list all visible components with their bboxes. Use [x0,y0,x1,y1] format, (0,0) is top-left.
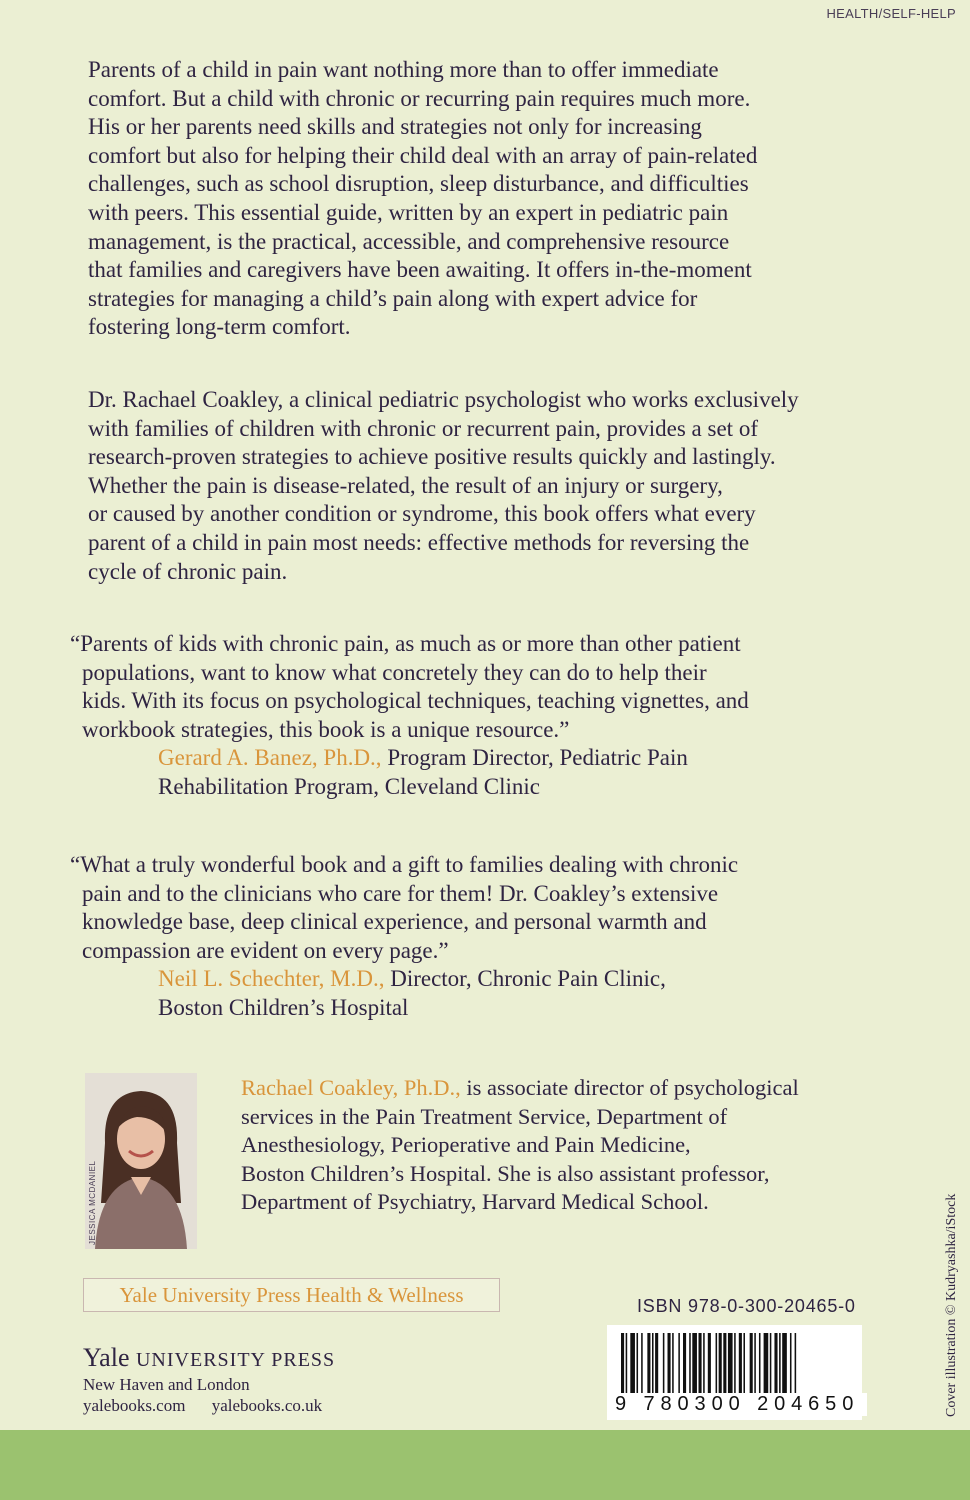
text-line: fostering long-term comfort. [88,314,351,340]
text-line: cycle of chronic pain. [88,558,288,584]
author-bio [241,1074,881,1217]
text-line: that families and caregivers have been awaiting. It offers in-the-moment [88,257,752,283]
author-portrait-illustration [85,1073,197,1249]
bio-line: services in the Pain Treatment Service, Department of [241,1103,728,1129]
barcode-bar [678,1333,680,1395]
barcode-bar [770,1333,772,1395]
barcode-bar [750,1333,753,1395]
bio-line: Department of Psychiatry, Harvard Medical School. [241,1189,709,1215]
barcode-bar [734,1333,736,1395]
endorsement-quote-1 [70,630,860,802]
bottom-color-band [0,1430,970,1500]
quote-line: “What a truly wonderful book and a gift to families dealing with chronic [70,852,739,877]
publisher-name: Yale [83,1343,130,1372]
barcode-bar [663,1333,665,1395]
isbn-number: ISBN 978-0-300-20465-0 [637,1296,856,1316]
text-line: Parents of a child in pain want nothing more than to offer immediate [88,57,719,82]
photo-credit: JESSICA MCDANIEL [88,1160,97,1245]
website-link-uk: yalebooks.co.uk [211,1396,323,1415]
barcode-bar [782,1333,787,1395]
text-line: comfort. But a child with chronic or recurring pain requires much more. [88,85,751,111]
barcode-bar [692,1333,697,1395]
description-paragraph-2 [88,386,868,586]
endorser-name: Gerard A. Banez, Ph.D., [158,745,382,771]
text-line: Whether the pain is disease-related, the result of an injury or surgery, [88,472,723,498]
barcode-bar [668,1333,671,1395]
text-line: research-proven strategies to achieve positive results quickly and lastingly. [88,444,776,470]
text-line: with peers. This essential guide, written by an expert in pediatric pain [88,199,729,225]
text-line: challenges, such as school disruption, sleep disturbance, and difficulties [88,171,749,197]
quote-attribution [70,965,860,994]
endorser-title: Director, Chronic Pain Clinic, [390,966,666,992]
text-line: Dr. Rachael Coakley, a clinical pediatric psychologist who works exclusively [88,387,799,412]
quote-attribution [70,744,860,773]
barcode-digits: 9 780300 204650 [611,1393,867,1416]
text-line: parent of a child in pain most needs: effective methods for reversing the [88,529,750,555]
text-line: with families of children with chronic or recurrent pain, provides a set of [88,415,758,441]
barcode-bar [655,1333,658,1395]
website-link-us: yalebooks.com [83,1396,186,1415]
quote-line: populations, want to know what concretely they can do to help their [82,659,707,685]
description-paragraph-1 [88,56,868,342]
endorser-title-cont: Boston Children’s Hospital [158,994,409,1020]
barcode-bar [689,1333,691,1395]
text-line: strategies for managing a child’s pain along with expert advice for [88,285,698,311]
quote-line: workbook strategies, this book is a unique resource.” [82,716,570,742]
barcode-bar [728,1333,733,1395]
barcode-bar [672,1333,674,1395]
text-line: management, is the practical, accessible, and comprehensive resource [88,228,730,254]
publisher-name-rest: UNIVERSITY PRESS [135,1349,336,1371]
endorser-title-cont: Rehabilitation Program, Cleveland Clinic [158,773,540,799]
series-label: Yale University Press Health & Wellness [83,1278,500,1312]
endorser-title: Program Director, Pediatric Pain [387,745,688,771]
publisher-logo [83,1343,335,1373]
barcode-bar [703,1333,705,1395]
barcode-bar [774,1333,777,1395]
quote-line: “Parents of kids with chronic pain, as much as or more than other patient [70,631,741,656]
barcode-bar [764,1333,769,1395]
bio-line [241,1074,881,1103]
text-line: or caused by another condition or syndrome, this book offers what every [88,501,756,527]
quote-line: pain and to the clinicians who care for them! Dr. Coakley’s extensive [82,880,719,906]
barcode-bar [630,1333,635,1395]
publisher-location: New Haven and London [83,1375,250,1394]
barcode-bar [759,1333,761,1395]
bio-line: Anesthesiology, Perioperative and Pain Medicine, [241,1132,691,1158]
barcode-bar [647,1333,650,1395]
barcode-bar [652,1333,654,1395]
endorser-name: Neil L. Schechter, M.D., [158,966,385,992]
quote-line: compassion are evident on every page.” [82,937,449,963]
bio-text: is associate director of psychological [466,1075,799,1100]
author-photo [85,1073,197,1249]
barcode-bar [699,1333,702,1395]
barcode-bar [723,1333,726,1395]
text-line: comfort but also for helping their child deal with an array of pain-related [88,142,758,168]
cover-credit: Cover illustration © Kudryashka/iStock [944,1193,959,1417]
bio-line: Boston Children’s Hospital. She is also assistant professor, [241,1160,770,1186]
quote-line: kids. With its focus on psychological techniques, teaching vignettes, and [82,688,749,714]
barcode-bar [739,1333,742,1395]
barcode-bar [743,1333,745,1395]
barcode-bar [790,1333,792,1395]
category-label: HEALTH/SELF-HELP [826,6,956,21]
endorsement-quote-2 [70,851,860,1023]
publisher-websites [83,1396,344,1416]
barcode-bar [716,1333,718,1395]
barcode-bar [719,1333,722,1395]
text-line: His or her parents need skills and strategies not only for increasing [88,114,702,140]
barcode-bar [683,1333,686,1395]
barcode-bar [641,1333,643,1395]
quote-line: knowledge base, deep clinical experience, and personal warmth and [82,909,707,935]
author-name: Rachael Coakley, Ph.D., [241,1075,461,1100]
barcode-bar [779,1333,781,1395]
barcode-bar [637,1333,639,1395]
barcode-bar [754,1333,756,1395]
